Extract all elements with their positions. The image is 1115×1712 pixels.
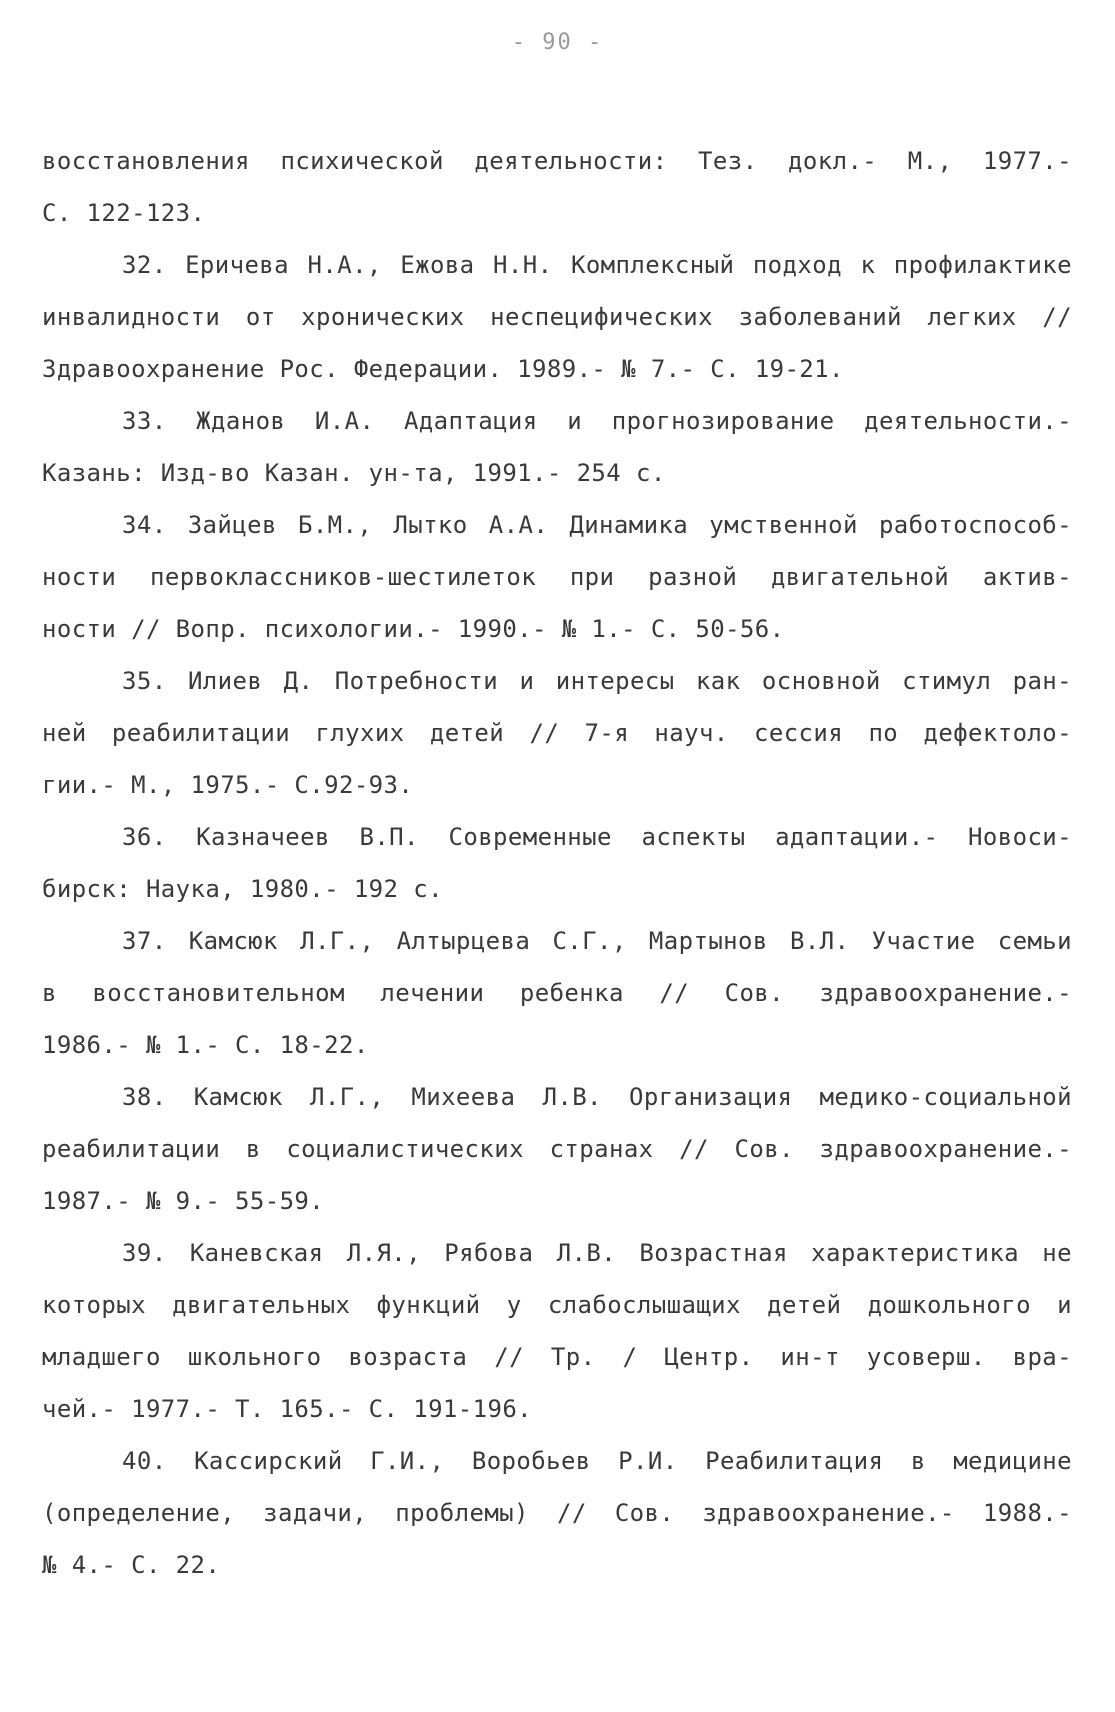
reference-line: гии.- М., 1975.- С.92-93. [42,771,414,799]
reference-line: ней реабилитации глухих детей // 7-я науч. сессия по дефектоло- [42,719,1072,747]
reference-line: в восстановительном лечении ребенка // Сов. здравоохранение.- [42,979,1072,1007]
reference-line: 32. Еричева Н.А., Ежова Н.Н. Комплексный подход к профилактике [122,251,1072,279]
reference-line: бирск: Наука, 1980.- 192 с. [42,875,443,903]
page-number: - 90 - [511,30,604,55]
reference-line: реабилитации в социалистических странах // Сов. здравоохранение.- [42,1135,1072,1163]
reference-line: восстановления психической деятельности: Тез. докл.- М., 1977.- [42,147,1072,175]
reference-line: чей.- 1977.- Т. 165.- С. 191-196. [42,1395,533,1423]
reference-line: Казань: Изд-во Казан. ун-та, 1991.- 254 с. [42,459,666,487]
reference-line: 36. Казначеев В.П. Современные аспекты адаптации.- Новоси- [122,823,1072,851]
reference-line: инвалидности от хронических неспецифических заболеваний легких // [42,303,1072,331]
reference-line: С. 122-123. [42,199,206,227]
reference-line: 38. Камсюк Л.Г., Михеева Л.В. Организация медико-социальной [122,1083,1072,1111]
reference-line: которых двигательных функций у слабослышащих детей дошкольного и [42,1291,1072,1319]
reference-list [42,135,1072,1591]
reference-line: ности // Вопр. психологии.- 1990.- № 1.- С. 50-56. [42,615,785,643]
reference-line: 1986.- № 1.- С. 18-22. [42,1031,369,1059]
reference-line: ности первоклассников-шестилеток при разной двигательной актив- [42,563,1072,591]
reference-line: 33. Жданов И.А. Адаптация и прогнозирование деятельности.- [122,407,1072,435]
reference-line: № 4.- С. 22. [42,1551,221,1579]
reference-line: 40. Кассирский Г.И., Воробьев Р.И. Реабилитация в медицине [122,1447,1072,1475]
reference-line: 37. Камсюк Л.Г., Алтырцева С.Г., Мартынов В.Л. Участие семьи [122,927,1072,955]
reference-line: 34. Зайцев Б.М., Лытко А.А. Динамика умственной работоспособ- [122,511,1072,539]
reference-line: (определение, задачи, проблемы) // Сов. здравоохранение.- 1988.- [42,1499,1072,1527]
reference-line: младшего школьного возраста // Тр. / Центр. ин-т усоверш. вра- [42,1343,1072,1371]
reference-line: 1987.- № 9.- 55-59. [42,1187,325,1215]
reference-line: 35. Илиев Д. Потребности и интересы как основной стимул ран- [122,667,1072,695]
reference-line: 39. Каневская Л.Я., Рябова Л.В. Возрастная характеристика не [122,1239,1072,1267]
reference-line: Здравоохранение Рос. Федерации. 1989.- № 7.- С. 19-21. [42,355,844,383]
